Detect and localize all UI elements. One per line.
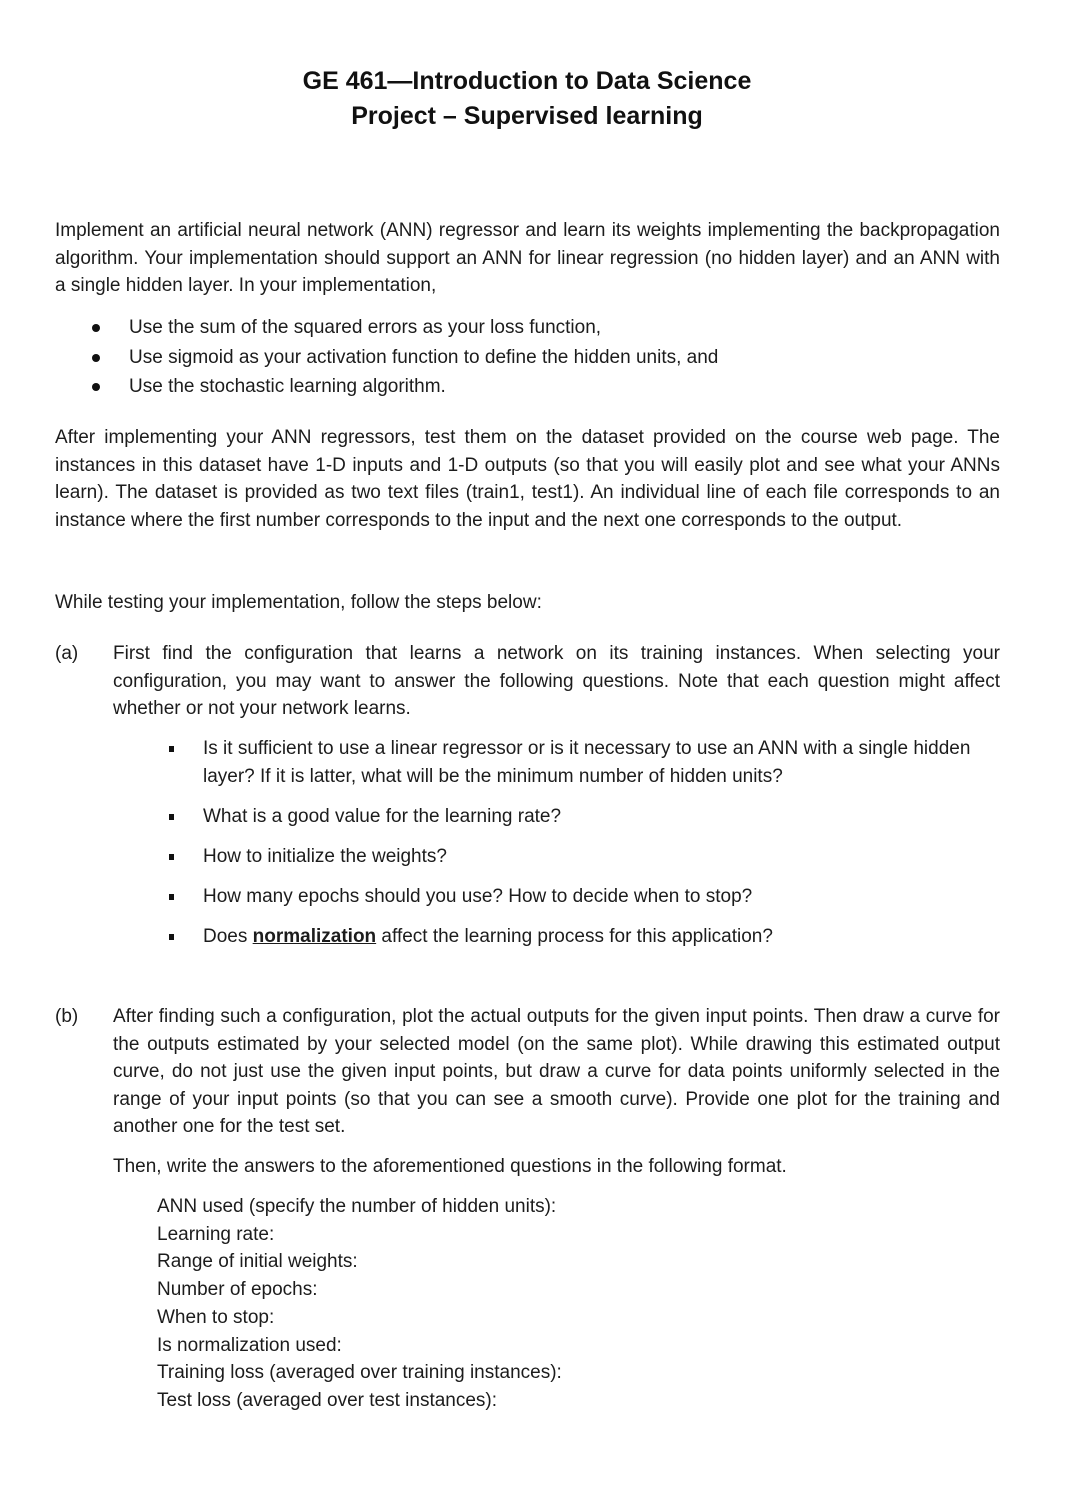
list-item — [55, 372, 1000, 402]
step-a-text: First find the configuration that learns a network on its training instances. When selecting your configuration, you may want to answer the following questions. Note that each question might affect whether or not your network learns. — [113, 643, 1000, 719]
format-line: Number of epochs: — [157, 1279, 318, 1301]
list-item — [165, 735, 1000, 790]
list-item — [55, 313, 1000, 343]
step-b-text: After finding such a configuration, plot the actual outputs for the given input points. Then draw a curve for the outputs estimated by your selected model (on the same plot). While drawing this estimated output curve, do not just use the given input points, but draw a curve for data points uniformly selected in the range of your input points (so that you can see a smooth curve). Provide one plot for the training and another one for the test set. — [113, 1006, 1000, 1137]
format-line: Learning rate: — [157, 1223, 275, 1245]
dataset-paragraph: After implementing your ANN regressors, test them on the dataset provided on the course web page. The instances in this dataset have 1-D inputs and 1-D outputs (so that you will easily plot and see what your ANNs learn). The dataset is provided as two text files (train1, test1). An individual line of each file corresponds to an instance where the first number corresponds to the input and the next one corresponds to the output. — [55, 427, 1000, 531]
intro-paragraph: Implement an artificial neural network (ANN) regressor and learn its weights implementing the backpropagation algorithm. Your implementation should support an ANN for linear regression (no hidden layer) and an ANN with a single hidden layer. In your implementation, — [55, 220, 1000, 296]
question-text: How many epochs should you use? How to decide when to stop? — [203, 885, 753, 907]
list-item — [165, 803, 1000, 831]
step-b-followup: Then, write the answers to the aforementioned questions in the following format. — [113, 1155, 787, 1177]
bullet-dot-icon — [92, 383, 100, 391]
square-bullet-icon — [169, 854, 174, 860]
step-a — [55, 640, 1000, 723]
requirements-list — [55, 313, 1000, 402]
list-item — [55, 343, 1000, 373]
list-item-text: Use sigmoid as your activation function to define the hidden units, and — [129, 346, 719, 368]
project-title: Project – Supervised learning — [351, 102, 703, 130]
bullet-dot-icon — [92, 324, 100, 332]
question-text: What is a good value for the learning rate? — [203, 805, 562, 827]
question-text-after: affect the learning process for this application? — [376, 925, 773, 947]
square-bullet-icon — [169, 934, 174, 940]
format-line: Is normalization used: — [157, 1334, 342, 1356]
question-text: How to initialize the weights? — [203, 845, 447, 867]
step-b — [55, 1003, 1000, 1180]
format-line: Test loss (averaged over test instances): — [157, 1389, 498, 1411]
bullet-dot-icon — [92, 354, 100, 362]
format-line: When to stop: — [157, 1306, 275, 1328]
format-line: Range of initial weights: — [157, 1251, 358, 1273]
course-title: GE 461—Introduction to Data Science — [302, 67, 752, 95]
square-bullet-icon — [169, 894, 174, 900]
square-bullet-icon — [169, 814, 174, 820]
list-item-text: Use the stochastic learning algorithm. — [129, 376, 446, 397]
list-item — [165, 843, 1000, 871]
title-block — [0, 64, 1054, 134]
list-item — [165, 923, 1000, 951]
list-item-text: Use the sum of the squared errors as your loss function, — [129, 317, 602, 338]
square-bullet-icon — [169, 746, 174, 752]
answer-format-list — [157, 1193, 562, 1415]
step-a-label: (a) — [55, 643, 79, 664]
format-line: Training loss (averaged over training instances): — [157, 1362, 562, 1384]
question-text-before: Does — [203, 925, 253, 947]
question-text: Is it sufficient to use a linear regressor or is it necessary to use an ANN with a single hidden layer? If it is latter, what will be the minimum number of hidden units? — [203, 738, 971, 787]
format-line: ANN used (specify the number of hidden units): — [157, 1196, 557, 1217]
step-b-label: (b) — [55, 1006, 79, 1027]
normalization-emphasis: normalization — [252, 925, 377, 947]
list-item — [165, 883, 1000, 911]
steps-intro: While testing your implementation, follow the steps below: — [55, 592, 542, 613]
step-a-questions — [165, 735, 1000, 963]
